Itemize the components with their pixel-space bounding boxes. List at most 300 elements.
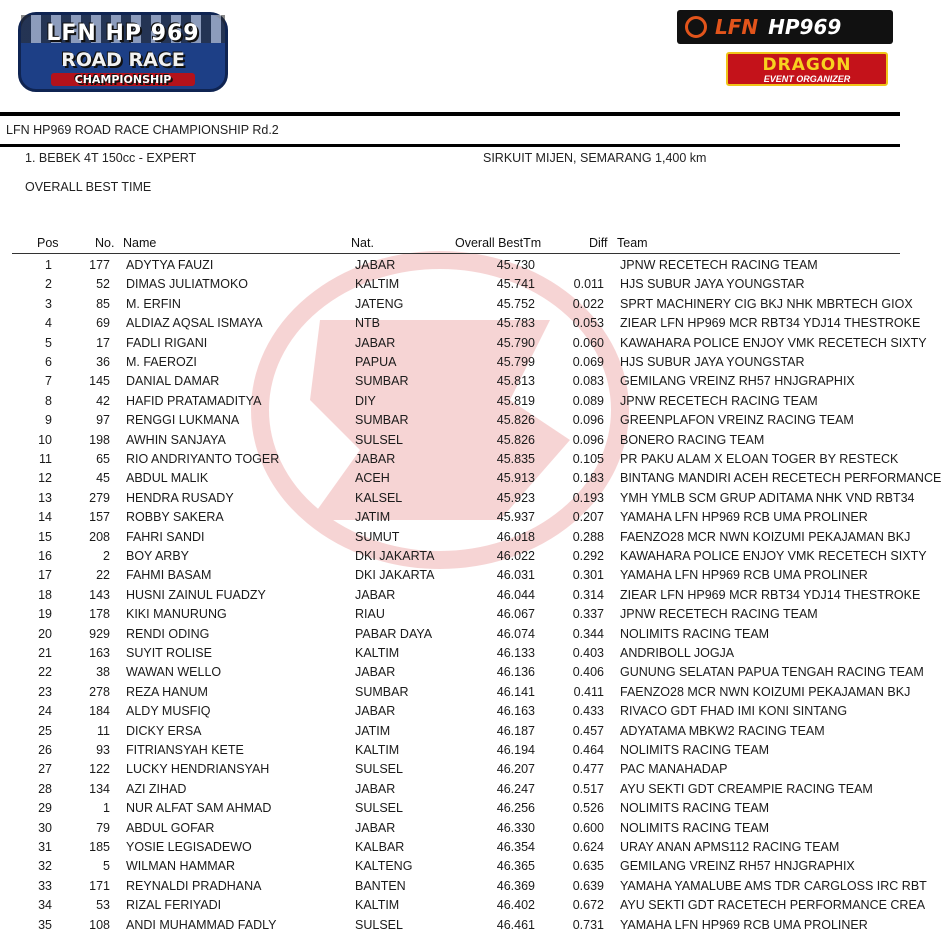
cell-team: NOLIMITS RACING TEAM <box>620 820 770 835</box>
cell-name: YOSIE LEGISADEWO <box>126 840 252 854</box>
cell-diff: 0.301 <box>572 568 604 583</box>
cell-team: YMH YMLB SCM GRUP ADITAMA NHK VND RBT34 <box>620 490 915 505</box>
table-row <box>0 374 900 393</box>
cell-team: ZIEAR LFN HP969 MCR RBT34 YDJ14 THESTROKE <box>620 316 921 331</box>
cell-no: 157 <box>89 510 110 525</box>
cell-no: 65 <box>96 452 110 466</box>
cell-name: BOY ARBY <box>126 549 189 563</box>
cell-pos: 4 <box>45 316 52 331</box>
cell-diff: 0.011 <box>573 277 604 292</box>
table-row <box>0 335 927 355</box>
cell-nat: JABAR <box>355 781 396 796</box>
cell-best: 46.187 <box>496 723 535 738</box>
dragon-logo-subtext: EVENT ORGANIZER <box>763 74 851 84</box>
cell-diff: 0.314 <box>572 587 604 602</box>
cell-nat: DKI JAKARTA <box>355 549 435 563</box>
cell-diff: 0.600 <box>572 820 604 835</box>
cell-team: FAENZO28 MCR NWN KOIZUMI PEKAJAMAN BKJ <box>620 529 911 544</box>
cell-pos: 14 <box>38 510 52 525</box>
table-header-divider <box>12 253 900 254</box>
header-divider-bottom <box>0 144 900 147</box>
cell-pos: 24 <box>38 704 52 719</box>
cell-pos: 27 <box>38 762 52 777</box>
cell-name: RENGGI LUKMANA <box>126 413 240 428</box>
table-row <box>0 316 921 335</box>
cell-pos: 32 <box>38 859 52 874</box>
table-row <box>0 549 927 568</box>
cell-team: YAMAHA YAMALUBE AMS TDR CARGLOSS IRC RBT <box>620 878 927 893</box>
cell-nat: KALBAR <box>355 840 405 854</box>
cell-no: 177 <box>89 258 110 272</box>
cell-diff: 0.193 <box>572 490 604 505</box>
cell-diff: 0.344 <box>572 626 604 641</box>
cell-best: 45.730 <box>496 258 535 272</box>
cell-no: 17 <box>96 335 110 350</box>
table-row <box>0 258 900 277</box>
cell-diff: 0.457 <box>572 723 604 738</box>
cell-team: GEMILANG VREINZ RH57 HNJGRAPHIX <box>620 859 855 874</box>
cell-nat: KALTENG <box>355 859 413 874</box>
col-header-nat: Nat. <box>351 236 374 250</box>
cell-pos: 12 <box>38 471 52 486</box>
cell-best: 45.783 <box>496 316 535 331</box>
cell-team: KAWAHARA POLICE ENJOY VMK RECETECH SIXTY <box>620 549 927 563</box>
cell-pos: 16 <box>38 549 52 563</box>
table-row <box>0 859 900 878</box>
cell-no: 38 <box>96 665 110 680</box>
cell-team: NOLIMITS RACING TEAM <box>620 743 770 757</box>
cell-name: WAWAN WELLO <box>126 665 222 680</box>
cell-no: 145 <box>89 374 110 389</box>
cell-diff: 0.403 <box>572 646 604 660</box>
lfn-symbol-icon <box>685 16 707 38</box>
cell-name: M. ERFIN <box>126 296 181 311</box>
cell-best: 46.461 <box>496 917 535 932</box>
cell-best: 46.136 <box>496 665 535 680</box>
cell-best: 46.018 <box>496 529 535 544</box>
cell-pos: 22 <box>38 665 52 680</box>
cell-diff: 0.288 <box>572 529 604 544</box>
cell-best: 45.752 <box>496 296 535 311</box>
cell-diff: 0.096 <box>572 413 604 428</box>
cell-pos: 17 <box>38 568 52 583</box>
cell-no: 1 <box>103 801 110 816</box>
dragon-eo-logo <box>726 52 888 86</box>
event-title: LFN HP969 ROAD RACE CHAMPIONSHIP Rd.2 <box>6 123 279 137</box>
cell-pos: 30 <box>38 820 52 835</box>
cell-best: 46.207 <box>496 762 535 777</box>
cell-name: REZA HANUM <box>126 684 208 699</box>
cell-nat: NTB <box>355 316 380 331</box>
cell-nat: SULSEL <box>355 917 403 932</box>
cell-best: 46.141 <box>496 684 535 699</box>
cell-best: 46.365 <box>496 859 535 874</box>
cell-diff: 0.022 <box>572 296 604 311</box>
table-row <box>0 801 900 820</box>
cell-best: 46.194 <box>496 743 535 757</box>
cell-team: HJS SUBUR JAYA YOUNGSTAR <box>620 355 805 369</box>
cell-diff: 0.060 <box>572 335 604 350</box>
cell-pos: 31 <box>38 840 52 854</box>
cell-diff: 0.433 <box>572 704 604 719</box>
cell-name: NUR ALFAT SAM AHMAD <box>126 801 272 816</box>
cell-pos: 9 <box>45 413 52 428</box>
cell-no: 163 <box>89 646 110 660</box>
cell-diff: 0.089 <box>572 393 604 408</box>
cell-team: RIVACO GDT FHAD IMI KONI SINTANG <box>620 704 848 719</box>
cell-nat: JABAR <box>355 335 396 350</box>
cell-no: 79 <box>96 820 110 835</box>
cell-diff: 0.337 <box>572 607 604 622</box>
table-row <box>0 433 900 452</box>
cell-nat: JABAR <box>355 587 396 602</box>
cell-diff: 0.083 <box>572 374 604 389</box>
table-row <box>0 762 900 781</box>
cell-best: 45.913 <box>496 471 535 486</box>
cell-diff: 0.672 <box>572 898 604 913</box>
cell-diff: 0.207 <box>572 510 604 525</box>
cell-name: FAHMI BASAM <box>126 568 212 583</box>
cell-no: 279 <box>89 490 110 505</box>
cell-best: 45.813 <box>496 374 535 389</box>
cell-pos: 23 <box>38 684 52 699</box>
cell-pos: 3 <box>45 296 52 311</box>
cell-diff: 0.183 <box>572 471 604 486</box>
cell-team: JPNW RECETECH RACING TEAM <box>620 393 818 408</box>
cell-name: ADYTYA FAUZI <box>126 258 214 272</box>
lfn-logo-text: LFN <box>715 15 759 39</box>
cell-nat: DKI JAKARTA <box>355 568 435 583</box>
cell-nat: KALTIM <box>355 277 400 292</box>
cell-name: FITRIANSYAH KETE <box>126 743 244 757</box>
header-divider-top <box>0 112 900 116</box>
cell-pos: 2 <box>45 277 52 292</box>
cell-no: 134 <box>89 781 110 796</box>
col-header-diff: Diff <box>589 236 608 250</box>
cell-team: ADYATAMA MBKW2 RACING TEAM <box>620 723 825 738</box>
cell-no: 185 <box>89 840 110 854</box>
cell-pos: 5 <box>45 335 52 350</box>
cell-diff: 0.292 <box>572 549 604 563</box>
cell-nat: SULSEL <box>355 432 403 447</box>
cell-team: YAMAHA LFN HP969 RCB UMA PROLINER <box>620 510 868 525</box>
cell-pos: 33 <box>38 878 52 893</box>
table-row <box>0 355 900 374</box>
cell-team: KAWAHARA POLICE ENJOY VMK RECETECH SIXTY <box>620 335 927 350</box>
cell-team: YAMAHA LFN HP969 RCB UMA PROLINER <box>620 568 868 583</box>
cell-diff: 0.053 <box>572 316 604 331</box>
cell-pos: 19 <box>38 607 52 622</box>
table-row <box>0 878 927 898</box>
cell-pos: 18 <box>38 587 52 602</box>
cell-no: 178 <box>89 607 110 622</box>
cell-nat: JABAR <box>355 665 396 680</box>
table-row <box>0 277 900 296</box>
cell-diff: 0.096 <box>572 432 604 447</box>
cell-name: SUYIT ROLISE <box>126 646 212 660</box>
cell-team: GREENPLAFON VREINZ RACING TEAM <box>620 413 854 428</box>
cell-nat: DIY <box>355 393 376 408</box>
cell-name: DICKY ERSA <box>126 723 202 738</box>
cell-name: AWHIN SANJAYA <box>126 432 226 447</box>
cell-best: 46.330 <box>496 820 535 835</box>
cell-name: KIKI MANURUNG <box>126 607 227 622</box>
table-row <box>0 840 900 859</box>
dragon-logo-text: DRAGON <box>762 55 852 75</box>
cell-diff: 0.411 <box>573 684 604 699</box>
cell-nat: PABAR DAYA <box>355 626 433 641</box>
cell-no: 42 <box>96 393 110 408</box>
cell-nat: SUMBAR <box>355 374 409 389</box>
cell-no: 184 <box>89 704 110 719</box>
cell-name: ROBBY SAKERA <box>126 510 224 525</box>
table-row <box>0 782 900 801</box>
cell-name: RIZAL FERIYADI <box>126 898 222 913</box>
cell-no: 208 <box>89 529 110 544</box>
cell-no: 108 <box>89 917 110 932</box>
cell-best: 46.256 <box>496 801 535 816</box>
cell-best: 46.044 <box>496 587 535 602</box>
cell-nat: KALSEL <box>355 490 403 505</box>
cell-diff: 0.635 <box>572 859 604 874</box>
cell-best: 46.163 <box>496 704 535 719</box>
cell-name: ABDUL GOFAR <box>126 820 215 835</box>
table-row <box>0 646 900 665</box>
cell-name: HENDRA RUSADY <box>126 490 234 505</box>
cell-best: 46.354 <box>496 840 535 854</box>
cell-diff: 0.624 <box>572 840 604 854</box>
cell-diff: 0.639 <box>572 878 604 893</box>
cell-team: GUNUNG SELATAN PAPUA TENGAH RACING TEAM <box>620 665 924 680</box>
cell-team: AYU SEKTI GDT RACETECH PERFORMANCE CREA <box>620 898 926 913</box>
logo-line-2: ROAD RACE <box>61 49 185 71</box>
cell-nat: JABAR <box>355 258 396 272</box>
cell-team: NOLIMITS RACING TEAM <box>620 801 770 816</box>
cell-team: ZIEAR LFN HP969 MCR RBT34 YDJ14 THESTROKE <box>620 587 921 602</box>
cell-name: ALDIAZ AQSAL ISMAYA <box>126 316 263 331</box>
col-header-no: No. <box>95 236 115 250</box>
cell-team: JPNW RECETECH RACING TEAM <box>620 258 818 272</box>
cell-best: 45.937 <box>496 510 535 525</box>
cell-pos: 13 <box>38 490 52 505</box>
cell-nat: JATIM <box>355 723 391 738</box>
col-header-name: Name <box>123 236 157 250</box>
cell-pos: 6 <box>45 355 52 369</box>
cell-team: BINTANG MANDIRI ACEH RECETECH PERFORMANCE <box>620 471 941 486</box>
cell-pos: 1 <box>45 258 52 272</box>
table-row <box>0 918 900 937</box>
cell-nat: KALTIM <box>355 646 400 660</box>
cell-nat: ACEH <box>355 471 390 486</box>
cell-diff: 0.526 <box>572 801 604 816</box>
table-row <box>0 665 924 684</box>
table-row <box>0 704 900 723</box>
cell-name: REYNALDI PRADHANA <box>126 878 262 893</box>
cell-team: URAY ANAN APMS112 RACING TEAM <box>620 840 840 854</box>
hp969-logo-text: HP969 <box>768 15 842 39</box>
lfn-hp969-logo <box>677 10 893 44</box>
cell-name: FAHRI SANDI <box>126 529 205 544</box>
table-row <box>0 627 900 646</box>
cell-name: RENDI ODING <box>126 626 210 641</box>
cell-name: ALDY MUSFIQ <box>126 704 211 719</box>
cell-best: 45.741 <box>496 277 535 292</box>
table-row <box>0 490 915 510</box>
cell-name: DIMAS JULIATMOKO <box>126 277 249 292</box>
cell-nat: JATIM <box>355 510 391 525</box>
table-row <box>0 296 913 316</box>
cell-best: 46.074 <box>496 626 535 641</box>
col-header-pos: Pos <box>37 236 59 250</box>
cell-nat: PAPUA <box>355 355 397 369</box>
cell-nat: KALTIM <box>355 898 400 913</box>
cell-best: 46.133 <box>496 646 535 660</box>
table-row <box>0 452 900 471</box>
cell-diff: 0.517 <box>572 781 604 796</box>
cell-team: NOLIMITS RACING TEAM <box>620 626 770 641</box>
cell-pos: 25 <box>38 723 52 738</box>
cell-diff: 0.477 <box>572 762 604 777</box>
table-row <box>0 724 900 743</box>
table-row <box>0 413 900 432</box>
table-row <box>0 743 900 762</box>
table-row <box>0 898 926 917</box>
cell-pos: 11 <box>39 452 52 466</box>
table-row <box>0 568 900 587</box>
cell-nat: SUMBAR <box>355 413 409 428</box>
table-row <box>0 529 911 549</box>
cell-best: 46.031 <box>496 568 535 583</box>
cell-best: 45.819 <box>496 393 535 408</box>
cell-nat: JABAR <box>355 452 396 466</box>
cell-best: 45.835 <box>496 452 535 466</box>
cell-team: PR PAKU ALAM X ELOAN TOGER BY RESTECK <box>620 452 899 466</box>
cell-no: 278 <box>89 684 110 699</box>
cell-nat: SUMBAR <box>355 684 409 699</box>
table-row <box>0 510 900 529</box>
cell-no: 36 <box>96 355 110 369</box>
cell-team: ANDRIBOLL JOGJA <box>620 646 735 660</box>
cell-pos: 29 <box>38 801 52 816</box>
cell-best: 45.826 <box>496 413 535 428</box>
cell-pos: 35 <box>38 917 52 932</box>
table-row <box>0 587 921 607</box>
cell-name: LUCKY HENDRIANSYAH <box>126 762 270 777</box>
table-row <box>0 821 900 840</box>
cell-nat: JABAR <box>355 820 396 835</box>
cell-no: 198 <box>89 432 110 447</box>
cell-nat: SULSEL <box>355 762 403 777</box>
logo-line-3: CHAMPIONSHIP <box>51 73 195 86</box>
cell-nat: JATENG <box>355 296 404 311</box>
table-row <box>0 471 941 490</box>
cell-no: 143 <box>89 587 110 602</box>
cell-name: FADLI RIGANI <box>126 335 208 350</box>
cell-best: 46.402 <box>496 898 535 913</box>
cell-name: M. FAEROZI <box>126 355 197 369</box>
cell-nat: SULSEL <box>355 801 403 816</box>
cell-pos: 20 <box>38 626 52 641</box>
cell-no: 5 <box>103 859 110 874</box>
cell-no: 171 <box>89 878 110 893</box>
cell-best: 46.022 <box>496 549 535 563</box>
cell-no: 52 <box>96 277 110 292</box>
cell-diff: 0.731 <box>572 917 604 932</box>
championship-logo <box>18 12 228 92</box>
cell-best: 46.067 <box>496 607 535 622</box>
report-subtitle: OVERALL BEST TIME <box>25 180 152 194</box>
table-row <box>0 394 900 413</box>
cell-team: BONERO RACING TEAM <box>620 432 765 447</box>
cell-best: 46.247 <box>496 781 535 796</box>
cell-no: 93 <box>96 743 110 757</box>
cell-name: WILMAN HAMMAR <box>126 859 236 874</box>
cell-best: 46.369 <box>496 878 535 893</box>
col-header-team: Team <box>617 236 648 250</box>
cell-diff: 0.464 <box>572 743 604 757</box>
cell-name: HUSNI ZAINUL FUADZY <box>126 587 266 602</box>
cell-name: AZI ZIHAD <box>126 781 187 796</box>
cell-name: DANIAL DAMAR <box>126 374 220 389</box>
circuit-label: SIRKUIT MIJEN, SEMARANG 1,400 km <box>483 151 707 165</box>
cell-diff: 0.105 <box>572 452 604 466</box>
cell-pos: 26 <box>38 743 52 757</box>
cell-best: 45.923 <box>496 490 535 505</box>
cell-no: 11 <box>97 723 110 738</box>
cell-team: FAENZO28 MCR NWN KOIZUMI PEKAJAMAN BKJ <box>620 684 911 699</box>
cell-pos: 10 <box>38 432 52 447</box>
cell-pos: 8 <box>45 393 52 408</box>
cell-nat: KALTIM <box>355 743 400 757</box>
cell-name: ABDUL MALIK <box>126 471 209 486</box>
cell-no: 53 <box>96 898 110 913</box>
col-header-best: Overall BestTm <box>455 236 542 250</box>
cell-nat: JABAR <box>355 704 396 719</box>
table-row <box>0 607 900 626</box>
cell-no: 2 <box>103 549 110 563</box>
table-row <box>0 684 911 704</box>
cell-diff: 0.069 <box>572 355 604 369</box>
cell-pos: 28 <box>38 781 52 796</box>
logo-line-1: LFN HP 969 <box>46 21 200 46</box>
cell-pos: 15 <box>38 529 52 544</box>
cell-best: 45.790 <box>496 335 535 350</box>
cell-name: RIO ANDRIYANTO TOGER <box>126 452 280 466</box>
cell-team: AYU SEKTI GDT CREAMPIE RACING TEAM <box>620 781 873 796</box>
cell-name: HAFID PRATAMADITYA <box>126 393 262 408</box>
cell-team: SPRT MACHINERY CIG BKJ NHK MBRTECH GIOX <box>620 296 913 311</box>
cell-nat: RIAU <box>355 607 385 622</box>
cell-team: YAMAHA LFN HP969 RCB UMA PROLINER <box>620 917 868 932</box>
cell-no: 929 <box>89 626 110 641</box>
cell-best: 45.799 <box>496 355 535 369</box>
cell-team: GEMILANG VREINZ RH57 HNJGRAPHIX <box>620 374 855 389</box>
cell-no: 69 <box>96 316 110 331</box>
cell-name: ANDI MUHAMMAD FADLY <box>126 917 277 932</box>
cell-pos: 34 <box>38 898 52 913</box>
cell-diff: 0.406 <box>572 665 604 680</box>
cell-no: 122 <box>89 762 110 777</box>
cell-pos: 7 <box>45 374 52 389</box>
cell-no: 85 <box>96 296 110 311</box>
class-label: 1. BEBEK 4T 150cc - EXPERT <box>25 151 197 165</box>
cell-team: JPNW RECETECH RACING TEAM <box>620 607 818 622</box>
cell-nat: SUMUT <box>355 529 400 544</box>
cell-no: 97 <box>96 413 110 428</box>
cell-nat: BANTEN <box>355 878 406 893</box>
cell-no: 22 <box>96 568 110 583</box>
cell-team: HJS SUBUR JAYA YOUNGSTAR <box>620 277 805 292</box>
